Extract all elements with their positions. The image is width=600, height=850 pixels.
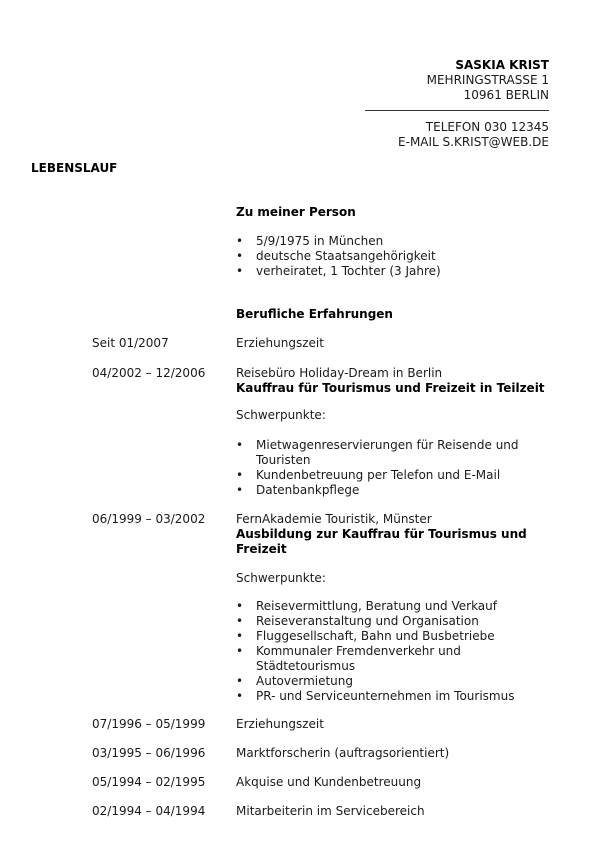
list-item: • Mietwagenreservierungen für Reisende und Touristen bbox=[236, 438, 536, 468]
contact-header bbox=[365, 58, 549, 150]
entry-date: 02/1994 – 04/1994 bbox=[92, 804, 206, 818]
list-item: • Kundenbetreuung per Telefon und E-Mail bbox=[236, 468, 536, 483]
entry-date: 05/1994 – 02/1995 bbox=[92, 775, 206, 789]
list-item: • verheiratet, 1 Tochter (3 Jahre) bbox=[236, 264, 536, 279]
phone-number: TELEFON 030 12345 bbox=[425, 120, 549, 134]
entry-date: 07/1996 – 05/1999 bbox=[92, 717, 206, 731]
list-item: • Datenbankpflege bbox=[236, 483, 536, 498]
employer: Reisebüro Holiday-Dream in Berlin bbox=[236, 366, 443, 380]
list-item: • Reiseveranstaltung und Organisation bbox=[236, 614, 536, 629]
entry-description bbox=[236, 366, 556, 396]
section-heading-person: Zu meiner Person bbox=[236, 205, 356, 219]
header-divider bbox=[365, 110, 549, 111]
list-item: • Fluggesellschaft, Bahn und Busbetriebe bbox=[236, 629, 536, 644]
entry-description: Akquise und Kundenbetreuung bbox=[236, 775, 422, 789]
job-title: Ausbildung zur Kauffrau für Tourismus und Freizeit bbox=[236, 527, 527, 556]
entry-date: 04/2002 – 12/2006 bbox=[92, 366, 206, 380]
list-item: • PR- und Serviceunternehmen im Tourismus bbox=[236, 689, 536, 704]
person-details-list bbox=[236, 234, 536, 279]
employer: FernAkademie Touristik, Münster bbox=[236, 512, 432, 526]
entry-description: Mitarbeiterin im Servicebereich bbox=[236, 804, 425, 818]
focus-label: Schwerpunkte: bbox=[236, 408, 326, 422]
entry-date: Seit 01/2007 bbox=[92, 336, 169, 350]
list-item: • 5/9/1975 in München bbox=[236, 234, 536, 249]
list-item: • Reisevermittlung, Beratung und Verkauf bbox=[236, 599, 536, 614]
list-item: • Autovermietung bbox=[236, 674, 536, 689]
email-address: E-MAIL S.KRIST@WEB.DE bbox=[398, 135, 549, 149]
applicant-name: SASKIA KRIST bbox=[455, 58, 549, 72]
entry-date: 06/1999 – 03/2002 bbox=[92, 512, 206, 526]
document-title: LEBENSLAUF bbox=[31, 161, 118, 175]
street-address: MEHRINGSTRASSE 1 bbox=[426, 73, 549, 87]
focus-label: Schwerpunkte: bbox=[236, 571, 326, 585]
job-title: Kauffrau für Tourismus und Freizeit in Teilzeit bbox=[236, 381, 545, 395]
city-address: 10961 BERLIN bbox=[463, 88, 549, 102]
entry-description: Erziehungszeit bbox=[236, 717, 324, 731]
list-item: • Kommunaler Fremdenverkehr und Städtetourismus bbox=[236, 644, 536, 674]
focus-list bbox=[236, 599, 536, 704]
focus-list bbox=[236, 438, 536, 498]
entry-description bbox=[236, 512, 556, 557]
entry-description: Erziehungszeit bbox=[236, 336, 324, 350]
section-heading-experience: Berufliche Erfahrungen bbox=[236, 307, 393, 321]
entry-description: Marktforscherin (auftragsorientiert) bbox=[236, 746, 450, 760]
entry-date: 03/1995 – 06/1996 bbox=[92, 746, 206, 760]
list-item: • deutsche Staatsangehörigkeit bbox=[236, 249, 536, 264]
